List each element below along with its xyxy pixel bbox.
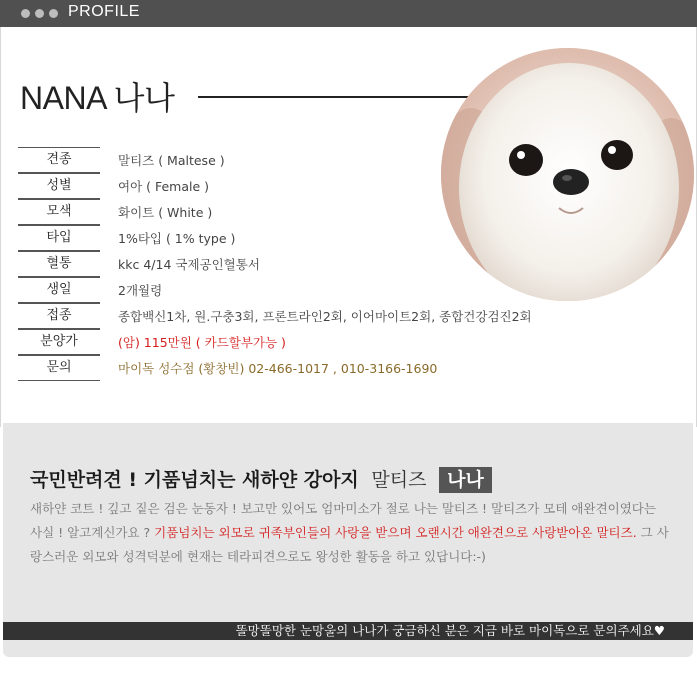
- info-label: 분양가: [18, 329, 100, 355]
- info-row-birth: [18, 277, 578, 303]
- info-row-type: [18, 225, 578, 251]
- info-label: 모색: [18, 199, 100, 225]
- info-value: 1%타입 ( 1% type ): [118, 231, 236, 246]
- info-label: 문의: [18, 355, 100, 381]
- profile-info-table: [18, 147, 578, 381]
- info-label: 접종: [18, 303, 100, 329]
- info-value: 2개월령: [118, 283, 163, 298]
- info-value: kkc 4/14 국제공인혈통서: [118, 257, 260, 272]
- profile-header-bar: [0, 0, 697, 27]
- desc-text: 그 사랑스러운 외모와 성격덕분에 현재는 테라피견으로도 왕성한 활동을 하고 있답니다:-): [30, 525, 669, 564]
- info-row-pedigree: [18, 251, 578, 277]
- name-divider: [198, 96, 470, 98]
- headline-name-tag: 나나: [439, 467, 492, 493]
- info-row-price: [18, 329, 578, 355]
- info-row-color: [18, 199, 578, 225]
- info-value-price: (암) 115만원 ( 카드할부가능 ): [118, 335, 286, 350]
- info-label: 견종: [18, 147, 100, 173]
- info-row-vaccination: [18, 303, 578, 329]
- info-label: 혈통: [18, 251, 100, 277]
- info-row-sex: [18, 173, 578, 199]
- promo-description: [30, 497, 670, 569]
- dog-name: NANA 나나: [20, 80, 175, 116]
- header-dots: [21, 9, 58, 18]
- desc-highlight: 기품넘치는 외모로 귀족부인들의 사랑을 받으며 오랜시간 애완견으로 사랑받아온 말티즈.: [154, 525, 637, 540]
- info-value: 여아 ( Female ): [118, 179, 210, 194]
- info-value: 말티즈 ( Maltese ): [118, 153, 225, 168]
- promo-headline: [30, 465, 492, 493]
- info-value: 화이트 ( White ): [118, 205, 213, 220]
- headline-main: 국민반려견 ! 기품넘치는 새하얀 강아지: [30, 469, 359, 491]
- contact-banner-text: 똘망똘망한 눈망울의 나나가 궁금하신 분은 지금 바로 마이독으로 문의주세요♥: [235, 623, 665, 638]
- info-label: 생일: [18, 277, 100, 303]
- info-row-breed: [18, 147, 578, 173]
- headline-breed: 말티즈: [371, 469, 427, 491]
- dot-icon: [21, 9, 30, 18]
- info-label: 타입: [18, 225, 100, 251]
- dot-icon: [35, 9, 44, 18]
- info-label: 성별: [18, 173, 100, 199]
- info-value: 종합백신1차, 원.구충3회, 프론트라인2회, 이어마이트2회, 종합건강검진2회: [118, 309, 532, 324]
- info-row-contact: [18, 355, 578, 381]
- header-title: PROFILE: [68, 3, 140, 20]
- desc-text: 새하얀 코트 ! 깊고 짙은 검은 눈동자 ! 보고만 있어도 엄마미소가 절로 나는 말티즈 ! 말티즈가 모테 애완견이였다는 사실 ! 알고계신가요 ?: [30, 501, 656, 540]
- info-value-contact: 마이독 성수점 (황창빈) 02-466-1017 , 010-3166-1690: [118, 361, 438, 376]
- dot-icon: [49, 9, 58, 18]
- contact-banner: [3, 622, 693, 640]
